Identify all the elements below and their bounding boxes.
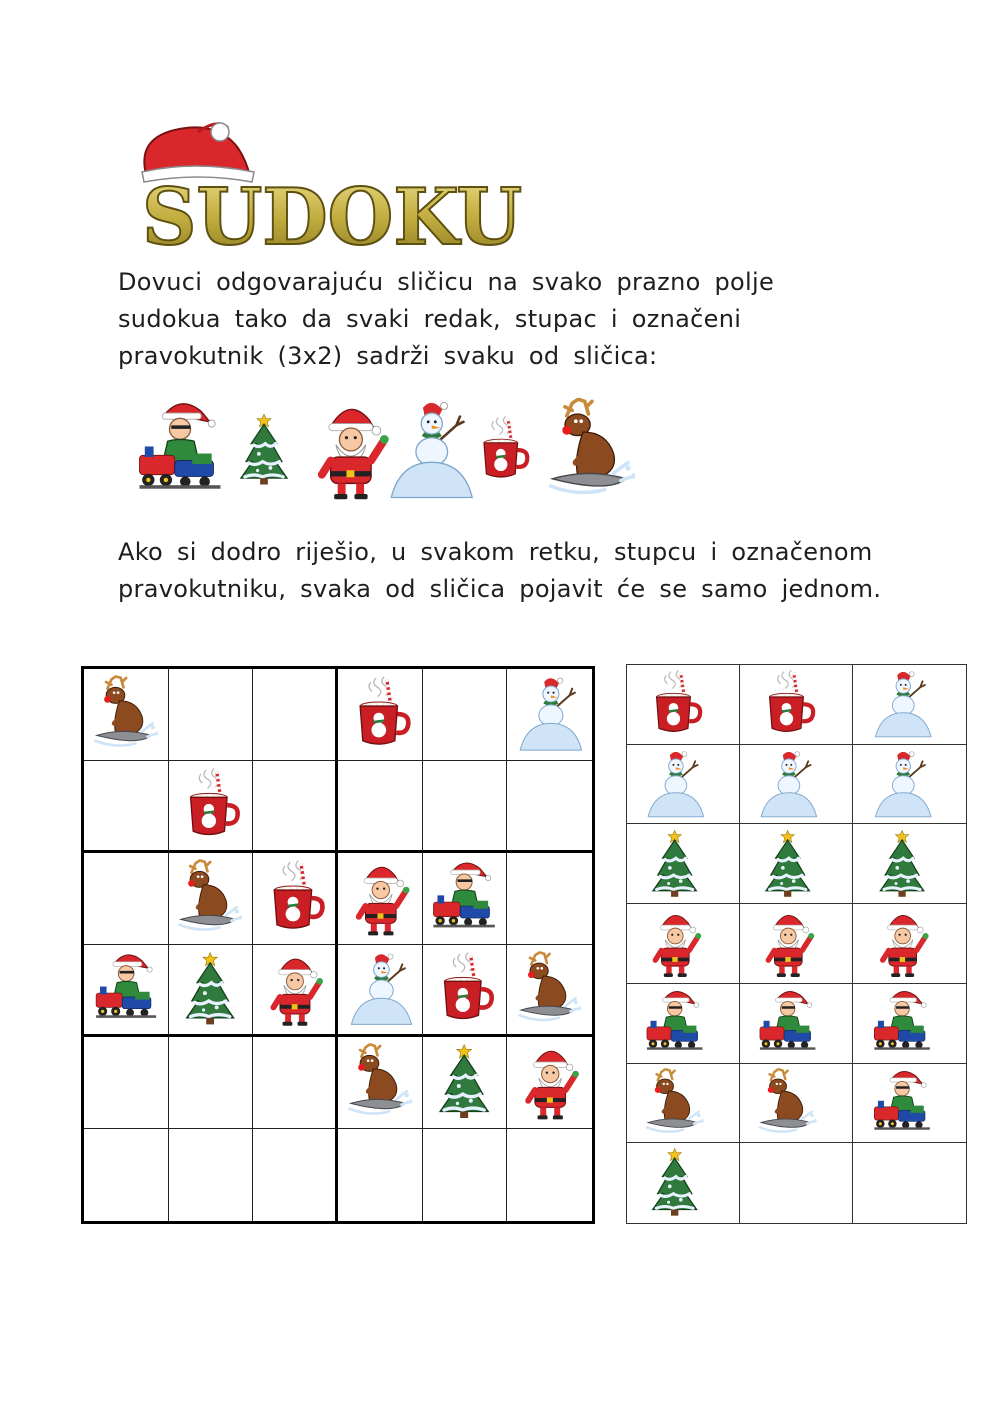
bank-slot: [853, 745, 966, 825]
sudoku-cell-empty[interactable]: [84, 761, 169, 853]
reindeer-icon[interactable]: [744, 1067, 831, 1139]
snowman-icon: [386, 396, 474, 504]
reindeer-icon: [91, 674, 161, 754]
snowman-icon[interactable]: [631, 748, 718, 820]
sudoku-cell-filled: [423, 945, 508, 1037]
bank-slot: [627, 745, 740, 825]
reindeer-icon: [175, 858, 245, 938]
sudoku-cell-empty[interactable]: [84, 1129, 169, 1221]
bank-slot: [627, 665, 740, 745]
santa-icon: [345, 858, 415, 938]
sudoku-cell-filled: [423, 1037, 508, 1129]
bank-slot: [627, 1064, 740, 1144]
tree-icon: [232, 396, 296, 504]
sudoku-cell-empty[interactable]: [423, 761, 508, 853]
reindeer-icon: [345, 1042, 415, 1122]
snowman-icon[interactable]: [744, 748, 831, 820]
snowman-icon[interactable]: [858, 748, 946, 820]
reindeer-icon: [544, 396, 640, 504]
bank-slot: [853, 665, 966, 745]
logo-title: SUDOKU: [142, 172, 522, 252]
bank-slot: [740, 904, 853, 984]
sudoku-cell-filled: [338, 945, 423, 1037]
reindeer-icon: [514, 950, 585, 1028]
cocoa-icon[interactable]: [631, 668, 718, 740]
elf-icon[interactable]: [858, 987, 946, 1059]
sudoku-cell-empty[interactable]: [507, 853, 592, 945]
bank-slot: [853, 904, 966, 984]
sudoku-cell-filled: [507, 945, 592, 1037]
santa-icon[interactable]: [858, 907, 946, 979]
sudoku-cell-filled: [507, 669, 592, 761]
sudoku-cell-filled: [84, 945, 169, 1037]
elf-icon[interactable]: [858, 1067, 946, 1139]
sudoku-cell-empty[interactable]: [84, 1037, 169, 1129]
cocoa-icon: [260, 858, 329, 938]
sudoku-cell-filled: [507, 1037, 592, 1129]
tree-icon: [175, 950, 245, 1028]
bank-slot: [853, 984, 966, 1064]
sudoku-cell-filled: [253, 853, 338, 945]
sudoku-cell-empty[interactable]: [253, 669, 338, 761]
sudoku-cell-filled: [169, 761, 254, 853]
sudoku-cell-empty[interactable]: [84, 853, 169, 945]
santa-icon[interactable]: [744, 907, 831, 979]
sudoku-cell-filled: [338, 1037, 423, 1129]
sudoku-cell-empty[interactable]: [423, 669, 508, 761]
bank-slot: [627, 904, 740, 984]
bank-slot: [627, 824, 740, 904]
cocoa-icon: [472, 396, 532, 504]
sudoku-cell-empty[interactable]: [253, 761, 338, 853]
cocoa-icon: [429, 950, 499, 1028]
santa-icon: [306, 396, 394, 504]
sudoku-logo: [138, 122, 528, 252]
cocoa-icon: [345, 674, 415, 754]
bank-slot: [740, 665, 853, 745]
sudoku-cell-filled: [423, 853, 508, 945]
sudoku-cell-empty[interactable]: [253, 1129, 338, 1221]
santa-icon: [260, 950, 329, 1028]
bank-slot: [740, 1064, 853, 1144]
picture-bank: [626, 664, 967, 1224]
sudoku-board: [81, 666, 595, 1224]
snowman-icon: [514, 674, 585, 754]
santa-icon[interactable]: [631, 907, 718, 979]
bank-slot: [740, 745, 853, 825]
sudoku-cell-empty[interactable]: [169, 1129, 254, 1221]
sudoku-cell-empty[interactable]: [169, 1037, 254, 1129]
tree-icon[interactable]: [744, 828, 831, 900]
bank-slot: [627, 1143, 740, 1223]
bank-slot: [740, 984, 853, 1064]
sudoku-cell-filled: [84, 669, 169, 761]
sudoku-cell-filled: [169, 945, 254, 1037]
bank-slot-empty: [740, 1143, 853, 1223]
elf-icon: [91, 950, 161, 1028]
cocoa-icon: [175, 766, 245, 844]
sudoku-cell-empty[interactable]: [507, 1129, 592, 1221]
sudoku-cell-filled: [338, 669, 423, 761]
instructions-text: Dovuci odgovarajuću sličicu na svako prazno polje sudokua tako da svaki redak, stupac i označeni pravokutnik (3x2) sadrži svaku od sličica:: [118, 268, 775, 370]
sudoku-cell-empty[interactable]: [169, 669, 254, 761]
bank-slot: [853, 824, 966, 904]
elf-icon[interactable]: [631, 987, 718, 1059]
tree-icon[interactable]: [631, 1146, 718, 1219]
bank-slot: [627, 984, 740, 1064]
bank-slot: [740, 824, 853, 904]
note-text: Ako si dodro riješio, u svakom retku, stupcu i označenom pravokutniku, svaka od sličica pojavit će se samo jednom.: [118, 538, 882, 603]
snowman-icon[interactable]: [858, 668, 946, 740]
snowman-icon: [345, 950, 415, 1028]
elf-icon[interactable]: [744, 987, 831, 1059]
sudoku-cell-filled: [169, 853, 254, 945]
sudoku-cell-empty[interactable]: [338, 761, 423, 853]
reindeer-icon[interactable]: [631, 1067, 718, 1139]
elf-icon: [136, 396, 224, 504]
cocoa-icon[interactable]: [744, 668, 831, 740]
sudoku-cell-empty[interactable]: [423, 1129, 508, 1221]
tree-icon: [429, 1042, 499, 1122]
sudoku-cell-filled: [253, 945, 338, 1037]
sudoku-cell-empty[interactable]: [253, 1037, 338, 1129]
bank-slot-empty: [853, 1143, 966, 1223]
bank-slot: [853, 1064, 966, 1144]
sudoku-cell-empty[interactable]: [507, 761, 592, 853]
elf-icon: [429, 858, 499, 938]
santa-icon: [514, 1042, 585, 1122]
tree-icon[interactable]: [858, 828, 946, 900]
tree-icon[interactable]: [631, 828, 718, 900]
sudoku-cell-empty[interactable]: [338, 1129, 423, 1221]
sudoku-cell-filled: [338, 853, 423, 945]
